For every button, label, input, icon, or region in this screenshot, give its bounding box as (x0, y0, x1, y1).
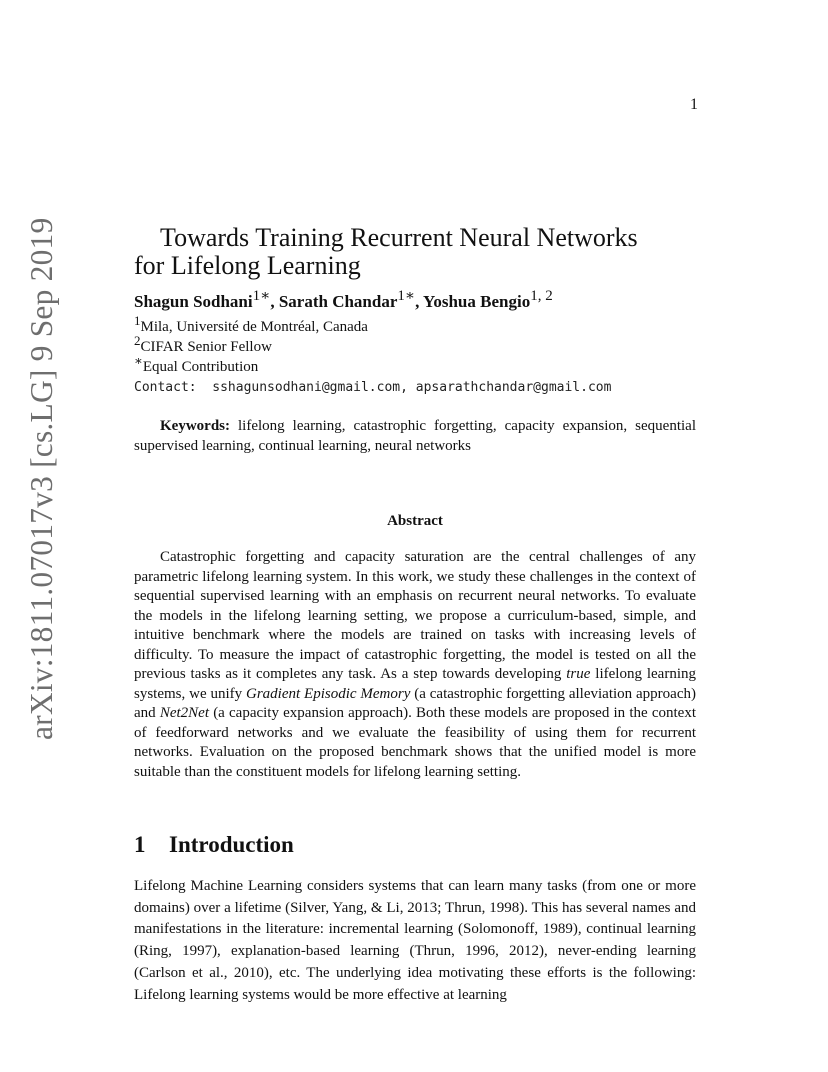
section-number: 1 (134, 832, 146, 857)
author-affiliation-mark: 1∗ (252, 288, 271, 304)
affiliation-text: Equal Contribution (142, 359, 259, 375)
abstract-emphasis: Net2Net (159, 705, 210, 721)
arxiv-stamp: arXiv:1811.07017v3 [cs.LG] 9 Sep 2019 (24, 217, 59, 740)
author-list (134, 288, 553, 312)
paper-title (134, 224, 714, 280)
intro-paragraph: Lifelong Machine Learning considers systems that can learn many tasks (from one or more domains) over a lifetime (Silver, Yang, & Li, 2013; Thrun, 1998). This has several names and manifestations in the literature: incremental learning (Solomonoff, 1989), continual learning (Ring, 1997), explanation-based learning (Thrun, 1996, 2012), never-ending learning (Carlson et al., 2010), etc. The underlying idea motivating these efforts is the following: Lifelong learning systems would be more effective at learning (134, 878, 696, 1003)
title-line-1: Towards Training Recurrent Neural Networks (160, 223, 638, 252)
abstract-heading: Abstract (387, 513, 443, 529)
affiliation-line (134, 313, 368, 336)
section-heading (134, 832, 294, 858)
author-name: Sarath Chandar (278, 292, 398, 311)
keywords-label: Keywords: (160, 418, 230, 434)
author-name: Yoshua Bengio (422, 292, 531, 311)
keywords-paragraph (134, 416, 696, 456)
author-separator: , (415, 292, 423, 311)
affiliation-text: CIFAR Senior Fellow (140, 339, 272, 355)
abstract-text: lifelong learning systems, we unify (134, 666, 696, 702)
page-number: 1 (690, 96, 698, 113)
section-title: Introduction (169, 832, 294, 857)
abstract-emphasis: true (566, 666, 591, 682)
affiliation-line (134, 333, 272, 356)
affiliation-mark: 1 (134, 313, 141, 328)
affiliation-mark: ∗ (134, 353, 143, 368)
abstract-text: (a capacity expansion approach). Both these models are proposed in the context of feedforward networks and we evaluate the feasibility of using them for recurrent networks. Evaluation on the proposed benchmark shows that the unified model is more suitable than the constituent models for lifelong learning setting. (134, 705, 696, 780)
abstract-text: (a catastrophic forgetting alleviation approach) and (134, 685, 696, 721)
affiliation-mark: 2 (134, 333, 141, 348)
author-affiliation-mark: 1∗ (397, 288, 416, 304)
affiliation-line (134, 353, 259, 376)
abstract-text: Catastrophic forgetting and capacity saturation are the central challenges of any parametric lifelong learning system. In this work, we study these challenges in the context of sequential supervised learning with an emphasis on recurrent neural networks. To evaluate the models in the lifelong learning setting, we propose a curriculum-based, simple, and intuitive benchmark where the models are trained on tasks with increasing levels of difficulty. To measure the impact of catastrophic forgetting, the model is tested on all the previous tasks as it completes any task. As a step towards developing (134, 549, 696, 682)
keywords-text: lifelong learning, catastrophic forgetting, capacity expansion, sequential supervised learning, continual learning, neural networks (134, 418, 696, 454)
author-name: Shagun Sodhani (134, 292, 253, 311)
author-separator: , (270, 292, 279, 311)
affiliation-text: Mila, Université de Montréal, Canada (140, 319, 368, 335)
contact-line: Contact: sshagunsodhani@gmail.com, apsarathchandar@gmail.com (134, 380, 612, 395)
abstract-emphasis: Gradient Episodic Memory (246, 685, 411, 702)
author-affiliation-mark: 1, 2 (530, 288, 553, 304)
title-line-2: for Lifelong Learning (134, 251, 361, 280)
abstract-body (134, 548, 696, 782)
